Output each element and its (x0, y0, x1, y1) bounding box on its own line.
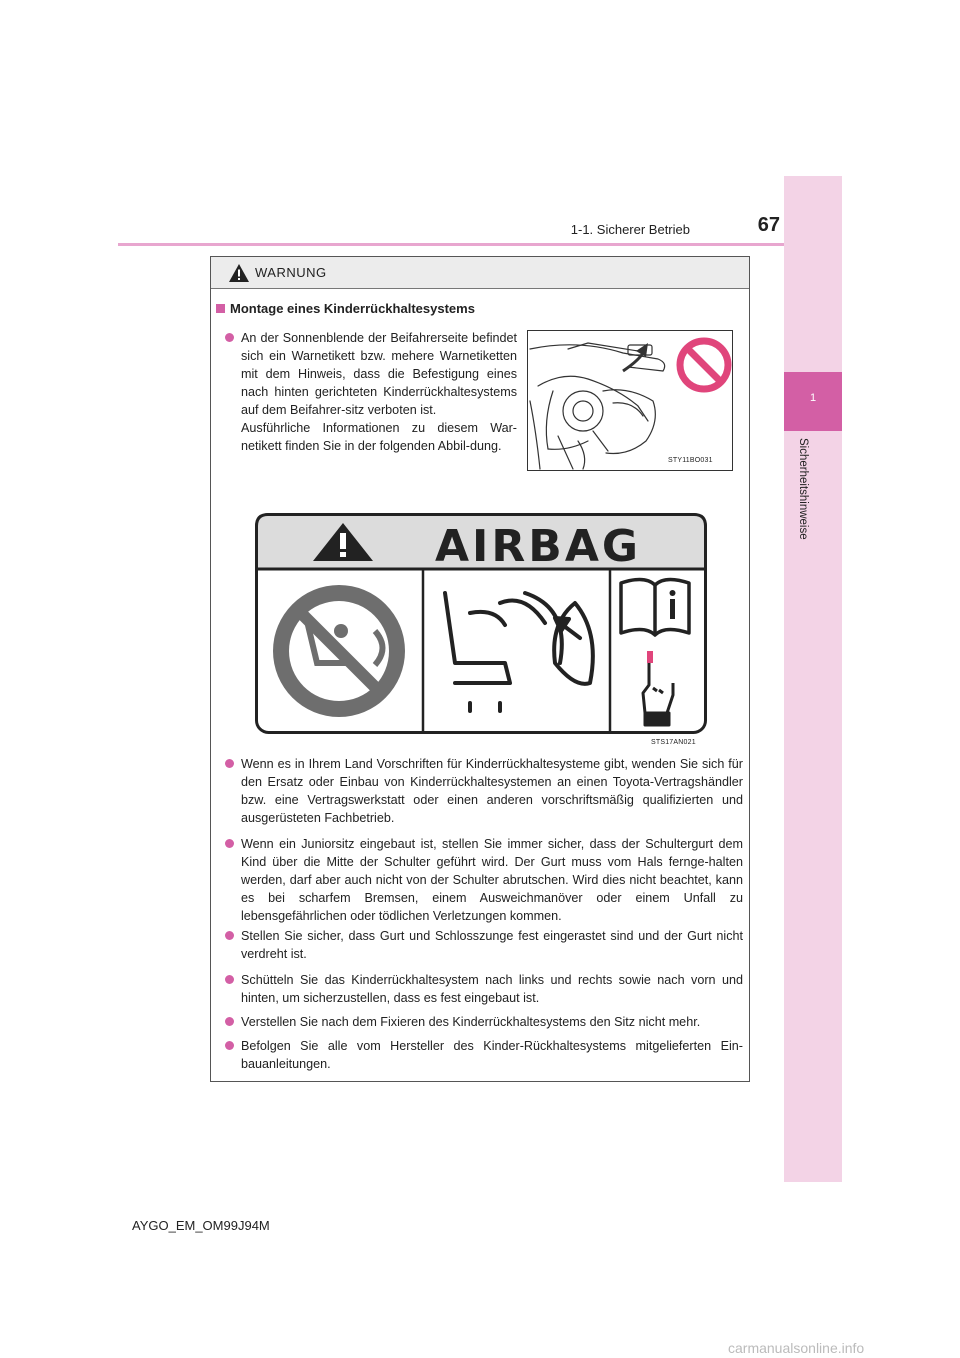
bullet-dot-icon (225, 759, 234, 768)
bullet-text: Wenn es in Ihrem Land Vorschriften für Kinderrückhaltesysteme gibt, wenden Sie sich für den Ersatz oder Einbau von Kinderrückhaltesystemen an einen Toyota-Vertragshändler bzw. eine Vertragswerkstatt oder einen anderen vorschriftsmäßig qualifizierten und ausgerüsteten Fachbetrieb. (241, 757, 743, 825)
section-title (216, 301, 475, 316)
section-title-text: Montage eines Kinderrückhaltesystems (230, 301, 475, 316)
warning-box (210, 256, 750, 1082)
bullet-text: Verstellen Sie nach dem Fixieren des Kinderrückhaltesystems den Sitz nicht mehr. (241, 1015, 701, 1029)
figure-code: STS17AN021 (651, 739, 696, 746)
warning-triangle-icon (228, 263, 250, 283)
bullet-dot-icon (225, 333, 234, 342)
list-item (241, 927, 743, 963)
sun-visor-illustration (528, 331, 733, 471)
list-item (241, 1037, 743, 1073)
bullet-text: An der Sonnenblende der Beifahrerseite befindet sich ein Warnetikett bzw. mehere Warnetiketten mit dem Hinweis, dass die Befestigung eines nach hinten gerichteten Kinderrückhaltesystems auf dem Beifahrer-sitz verboten ist. (241, 331, 517, 417)
bullet-dot-icon (225, 1017, 234, 1026)
bullet-text: Stellen Sie sicher, dass Gurt und Schlosszunge fest eingerastet sind und der Gurt nicht verdreht ist. (241, 929, 743, 961)
airbag-label-figure (255, 513, 707, 746)
list-item (241, 835, 743, 925)
chapter-label: Sicherheitshinweise (797, 438, 809, 540)
chapter-side-tab (784, 176, 842, 1182)
document-code: AYGO_EM_OM99J94M (132, 1218, 270, 1233)
bullet-text: Befolgen Sie alle vom Hersteller des Kinder-Rückhaltesystems mitgelieferten Ein-bauanleitungen. (241, 1039, 743, 1071)
list-item (241, 755, 743, 827)
no-child-seat-icon (273, 585, 405, 717)
sun-visor-figure (527, 330, 733, 471)
page-number: 67 (757, 214, 780, 236)
square-bullet-icon (216, 304, 225, 313)
bullet-dot-icon (225, 839, 234, 848)
list-item (241, 971, 743, 1007)
bullet-text-extra: Ausführliche Informationen zu diesem War-netikett finden Sie in der folgenden Abbil-dung. (241, 421, 517, 453)
header-rule (118, 243, 842, 246)
bullet-dot-icon (225, 1041, 234, 1050)
bullet-text: Schütteln Sie das Kinderrückhaltesystem nach links und rechts sowie nach vorn und hinten, um sicherzustellen, dass es fest eingebaut ist. (241, 973, 743, 1005)
chapter-number: 1 (809, 392, 817, 404)
figure-code: STY11BO031 (668, 457, 713, 464)
airbag-title: AIRBAG (435, 521, 642, 572)
header-section-title: 1-1. Sicherer Betrieb (570, 222, 690, 237)
list-item (241, 329, 517, 455)
warning-label: WARNUNG (255, 265, 327, 280)
warning-header (211, 257, 749, 289)
watermark: carmanualsonline.info (728, 1340, 865, 1356)
bullet-dot-icon (225, 931, 234, 940)
bullet-text: Wenn ein Juniorsitz eingebaut ist, stellen Sie immer sicher, dass der Schultergurt dem Kind über die Mitte der Schulter geführt wird. Der Gurt muss vom Hals fernge-halten werden, darf aber auch nicht von der Schulter abrutschen. Wird dies nicht beachtet, kann es bei scharfem Bremsen, einem Ausweichmanöver oder einem Unfall zu lebensgefährlichen oder tödlichen Verletzungen kommen. (241, 837, 743, 923)
list-item (241, 1013, 743, 1031)
airbag-label-illustration (255, 513, 707, 735)
bullet-dot-icon (225, 975, 234, 984)
